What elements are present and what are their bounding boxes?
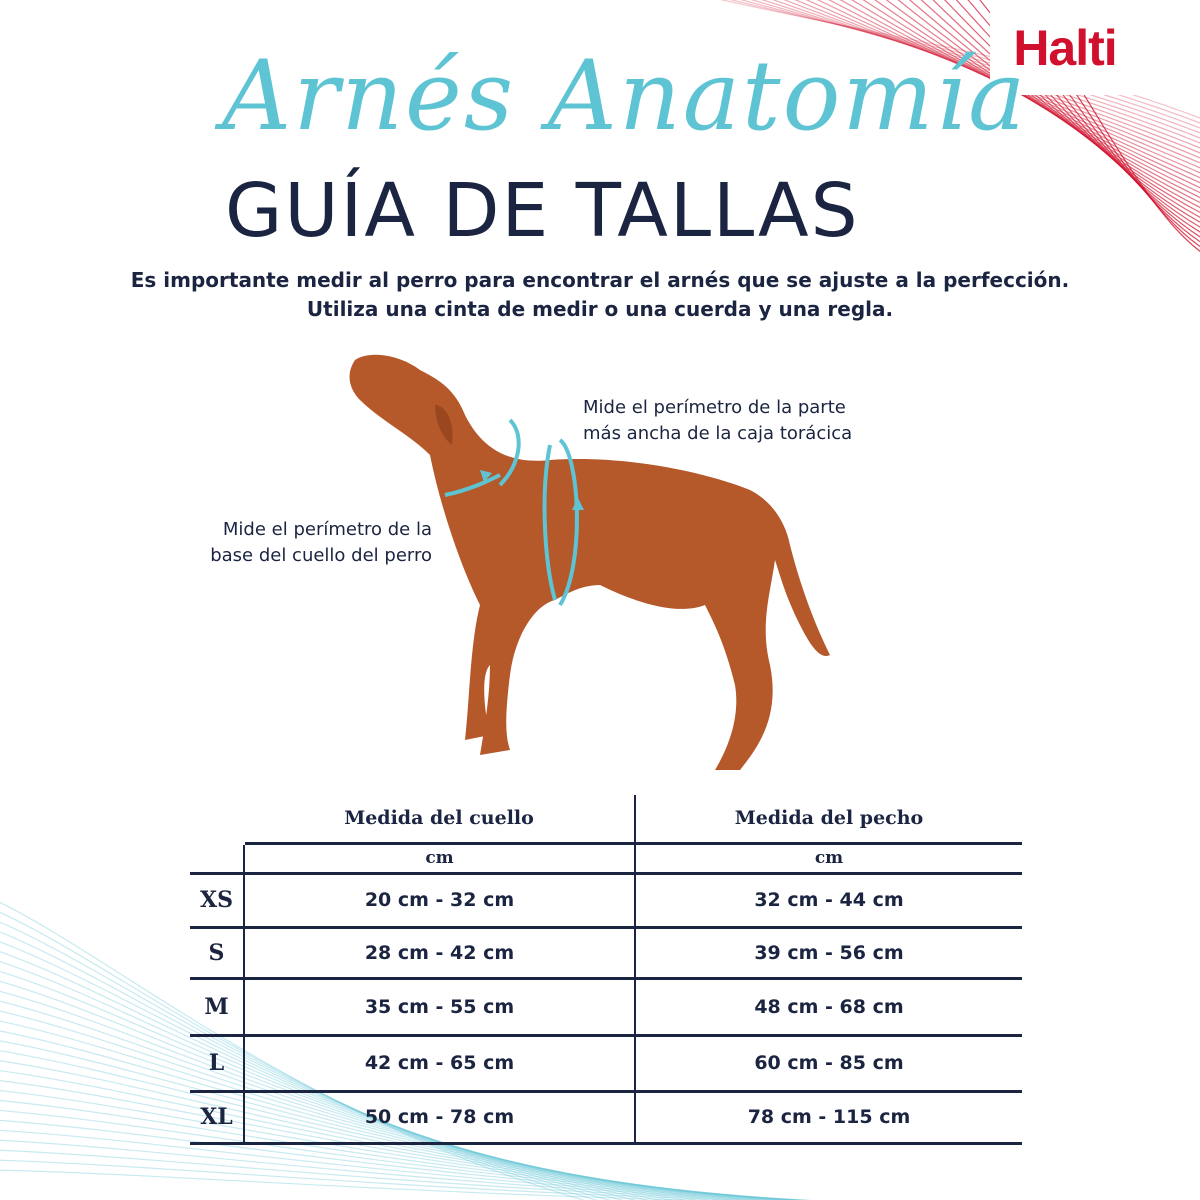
table-row [190, 1035, 1022, 1091]
size-label: XS [200, 887, 233, 913]
chest-range: 32 cm - 44 cm [635, 873, 1022, 927]
neck-measure-note: Mide el perímetro de la base del cuello del perro [210, 519, 432, 566]
table-row [190, 1091, 1022, 1143]
table-row [190, 873, 1022, 927]
table-row [190, 978, 1022, 1035]
size-label: XL [200, 1104, 233, 1130]
chest-range: 48 cm - 68 cm [635, 978, 1022, 1035]
product-name: Arnés Anatomía [222, 40, 1028, 152]
neck-range: 28 cm - 42 cm [244, 927, 635, 978]
chest-range: 39 cm - 56 cm [635, 927, 1022, 978]
neck-range: 42 cm - 65 cm [244, 1035, 635, 1091]
size-label: L [208, 1050, 225, 1076]
neck-range: 35 cm - 55 cm [244, 978, 635, 1035]
halti-logo: Halti [990, 0, 1140, 95]
page-title: GUÍA DE TALLAS [225, 168, 860, 254]
column-header-chest: Medida del pecho [635, 795, 1022, 843]
column-header-neck: Medida del cuello [344, 807, 534, 830]
size-table: Medida del cuello Medida del pecho cm cm XS 20 cm - 32 cm 32 cm - 44 cm S 28 cm - 42 cm 39 cm - 56 cm M 35 cm - 55 cm 48 cm - 68 cm L 42 cm - 65 cm 60 cm - 85 cm XL 50 cm - 78 cm 78 cm - 115 cm [190, 795, 1022, 1145]
chest-range: 78 cm - 115 cm [635, 1091, 1022, 1143]
table-row [190, 927, 1022, 978]
chest-measure-note: Mide el perímetro de la parte más ancha de la caja torácica [583, 397, 853, 444]
neck-range: 50 cm - 78 cm [244, 1091, 635, 1143]
chest-range: 60 cm - 85 cm [635, 1035, 1022, 1091]
intro-text: Es importante medir al perro para encontrar el arnés que se ajuste a la perfección. Utiliza una cinta de medir o una cuerda y una regla. [130, 268, 1070, 321]
neck-range: 20 cm - 32 cm [244, 873, 635, 927]
size-label: S [208, 939, 225, 966]
size-label: M [204, 993, 229, 1020]
